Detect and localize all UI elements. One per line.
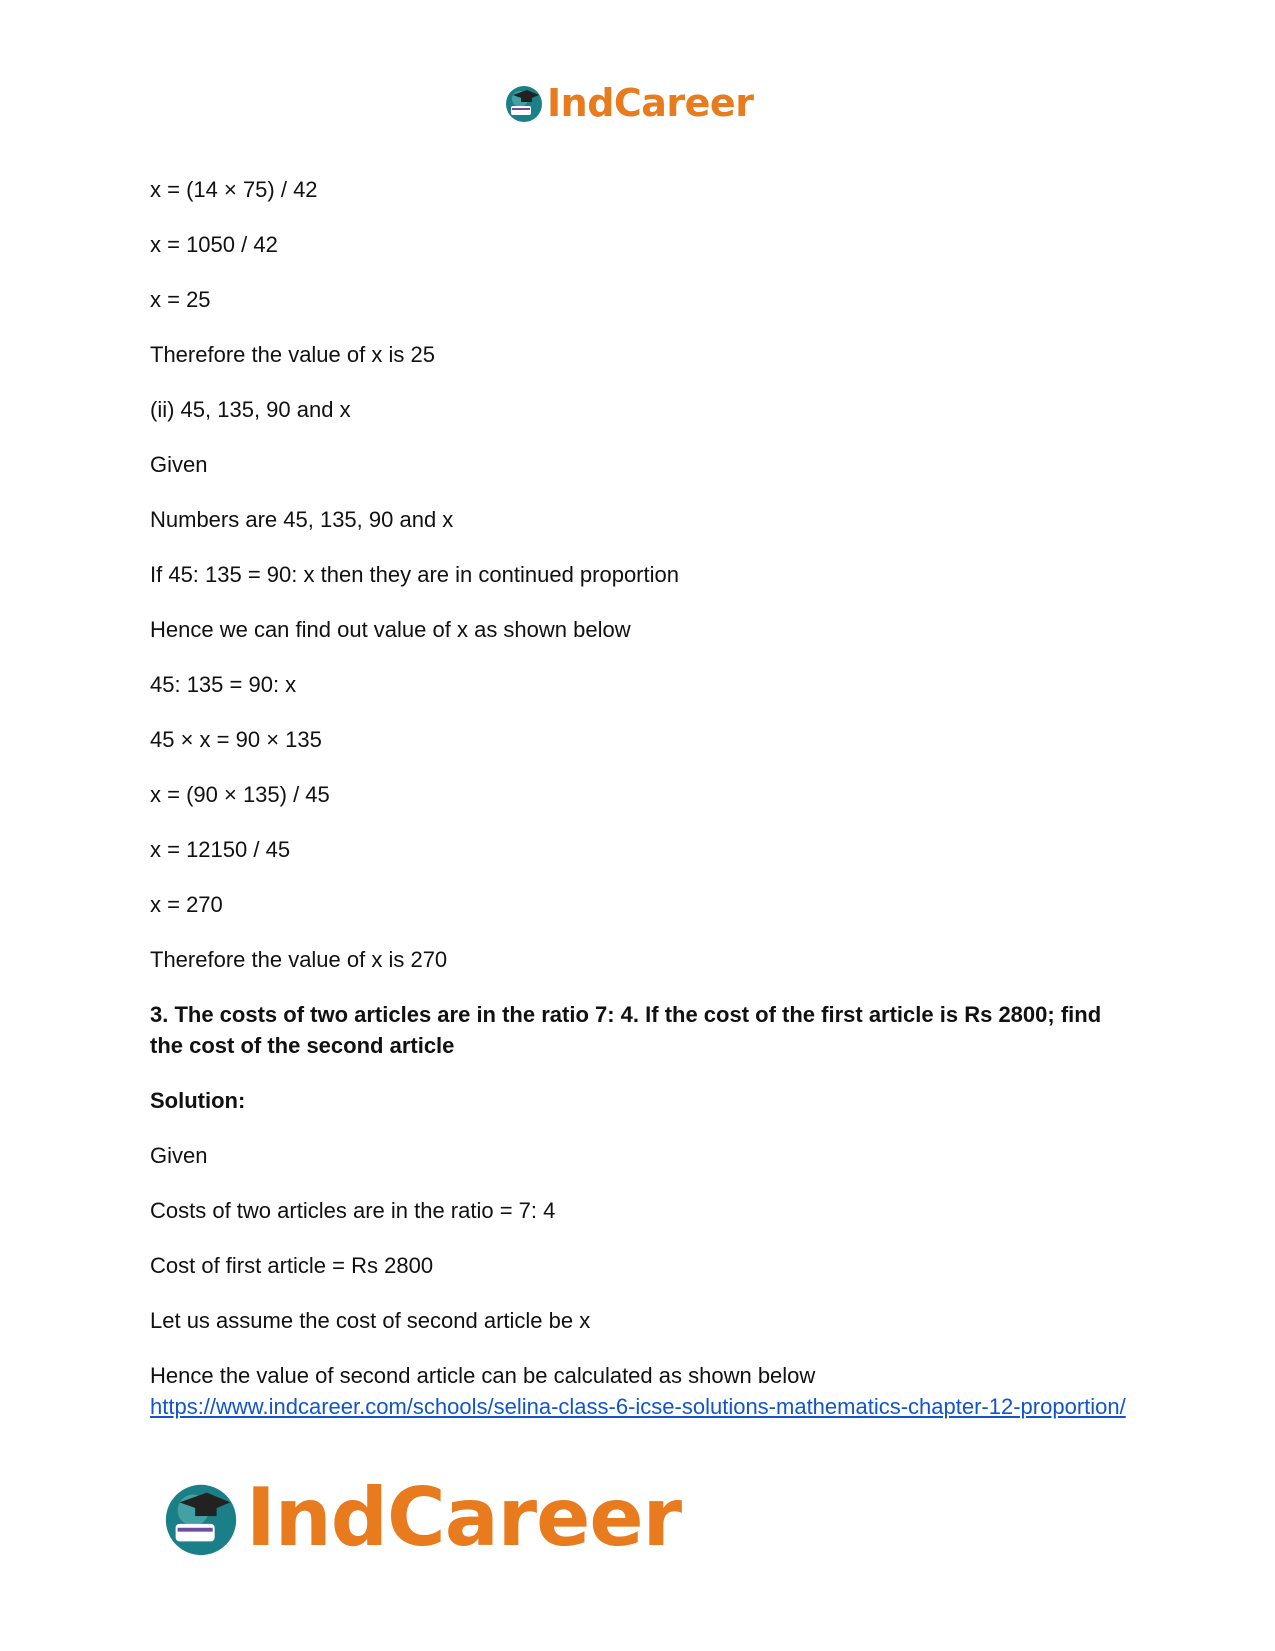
text-line: x = (90 × 135) / 45	[150, 782, 330, 807]
text-line: x = 25	[150, 287, 211, 312]
text-line: Hence we can find out value of x as shown below	[150, 617, 631, 642]
text-line: Cost of first article = Rs 2800	[150, 1253, 434, 1278]
text-line: 45 × x = 90 × 135	[150, 727, 322, 752]
logo-text: IndCareer	[246, 1471, 682, 1564]
solution-label: Solution:	[150, 1088, 246, 1113]
text-line: Let us assume the cost of second article be x	[150, 1308, 591, 1333]
text-line: Numbers are 45, 135, 90 and x	[150, 507, 454, 532]
text-line: x = 1050 / 42	[150, 232, 278, 257]
source-link[interactable]: https://www.indcareer.com/schools/selina-class-6-icse-solutions-mathematics-chapter-12-proportion/	[150, 1394, 1126, 1419]
logo-text: IndCareer	[547, 81, 754, 125]
text-line: x = 270	[150, 892, 223, 917]
text-line: 45: 135 = 90: x	[150, 672, 297, 697]
header-logo	[503, 78, 753, 128]
graduation-cap-icon	[160, 1477, 242, 1559]
graduation-cap-icon	[503, 82, 545, 124]
text-line: Given	[150, 452, 208, 477]
text-line: Given	[150, 1143, 208, 1168]
text-line: x = 12150 / 45	[150, 837, 291, 862]
text-line: (ii) 45, 135, 90 and x	[150, 397, 351, 422]
footer-logo	[160, 1468, 681, 1568]
text-line: Therefore the value of x is 270	[150, 947, 448, 972]
text-line: Costs of two articles are in the ratio = 7: 4	[150, 1198, 556, 1223]
text-line: x = (14 × 75) / 42	[150, 177, 318, 202]
text-line: Hence the value of second article can be calculated as shown below	[150, 1363, 816, 1388]
document-body	[150, 174, 1140, 1422]
text-line: If 45: 135 = 90: x then they are in continued proportion	[150, 562, 679, 587]
question-heading: 3. The costs of two articles are in the ratio 7: 4. If the cost of the first article is Rs 2800; find the cost of the second article	[150, 1002, 1102, 1058]
text-line: Therefore the value of x is 25	[150, 342, 435, 367]
